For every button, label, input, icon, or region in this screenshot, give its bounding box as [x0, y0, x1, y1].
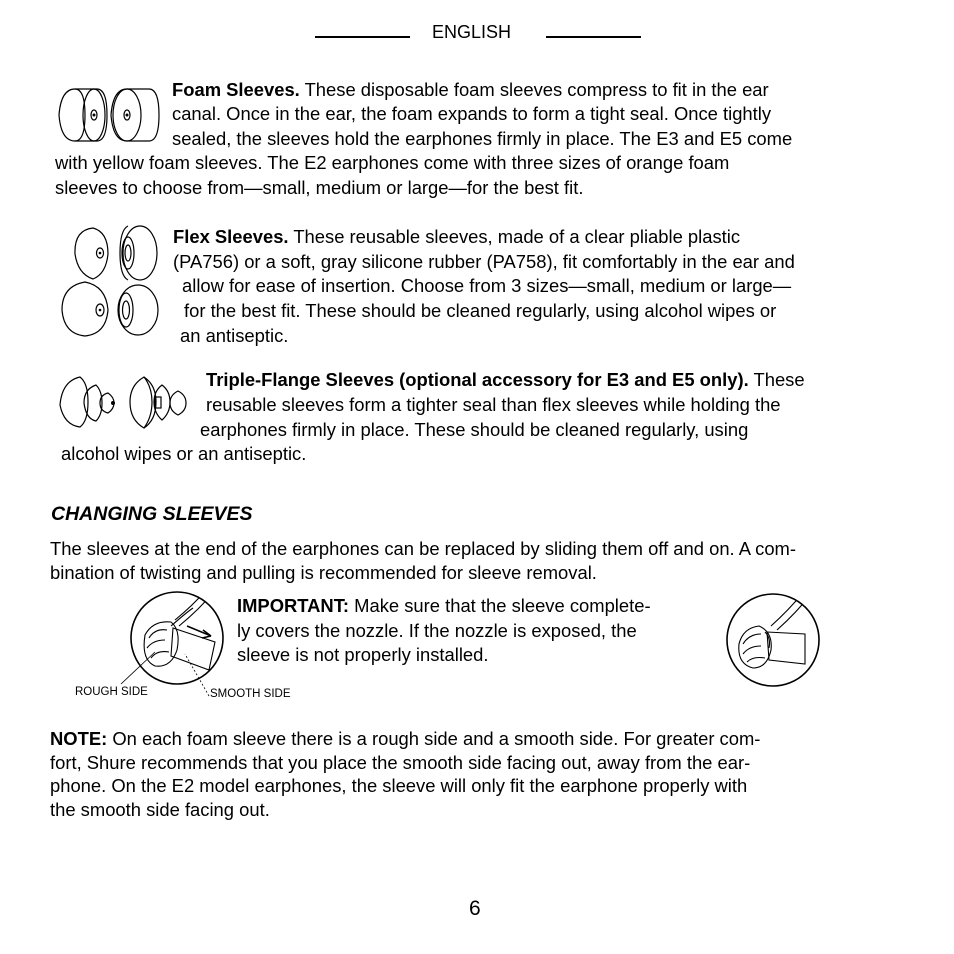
rough-side-label: ROUGH SIDE	[75, 686, 148, 698]
important-line-2: ly covers the nozzle. If the nozzle is exposed, the	[237, 620, 637, 641]
triple-line-2: reusable sleeves form a tighter seal than flex sleeves while holding the	[206, 394, 781, 415]
note-line-2: fort, Shure recommends that you place the smooth side facing out, away from the ear-	[50, 752, 751, 773]
note-line-1: NOTE: On each foam sleeve there is a rough side and a smooth side. For greater com-	[50, 728, 761, 749]
important-heading: IMPORTANT:	[237, 595, 350, 616]
changing-line-1: The sleeves at the end of the earphones can be replaced by sliding them off and on. A com-	[50, 538, 796, 559]
important-line-3: sleeve is not properly installed.	[237, 644, 489, 665]
flex-heading: Flex Sleeves.	[173, 226, 289, 247]
flex-line-4: for the best fit. These should be cleaned regularly, using alcohol wipes or	[184, 300, 777, 321]
foam-line-1: Foam Sleeves. These disposable foam sleeves compress to fit in the ear	[172, 79, 769, 100]
foam-line-3: sealed, the sleeves hold the earphones firmly in place. The E3 and E5 come	[172, 128, 793, 149]
header-rule-left	[315, 36, 410, 38]
note-heading: NOTE:	[50, 728, 108, 749]
note-line-3: phone. On the E2 model earphones, the sleeve will only fit the earphone properly with	[50, 775, 748, 796]
flex-line-3: allow for ease of insertion. Choose from 3 sizes—small, medium or large—	[182, 275, 792, 296]
flex-line-2: (PA756) or a soft, gray silicone rubber (PA758), fit comfortably in the ear and	[173, 251, 795, 272]
sleeve-installation-figure-left	[127, 590, 227, 690]
note-line-4: the smooth side facing out.	[50, 799, 270, 820]
section-title-changing-sleeves: CHANGING SLEEVES	[51, 503, 253, 525]
flex-line-1: Flex Sleeves. These reusable sleeves, made of a clear pliable plastic	[173, 226, 741, 247]
triple-line-4: alcohol wipes or an antiseptic.	[61, 443, 307, 464]
foam-line-5: sleeves to choose from—small, medium or large—for the best fit.	[55, 177, 584, 198]
important-line-1: IMPORTANT: Make sure that the sleeve complete-	[237, 595, 651, 616]
flex-sleeves-icon	[60, 222, 165, 337]
sleeve-installation-figure-right	[725, 592, 821, 688]
foam-sleeves-icon	[55, 86, 165, 144]
page-number: 6	[469, 897, 481, 920]
triple-line-3: earphones firmly in place. These should be cleaned regularly, using	[200, 419, 749, 440]
changing-line-2: bination of twisting and pulling is recommended for sleeve removal.	[50, 562, 597, 583]
triple-flange-sleeves-icon	[58, 375, 193, 430]
foam-line-2: canal. Once in the ear, the foam expands to form a tight seal. Once tightly	[172, 103, 772, 124]
foam-heading: Foam Sleeves.	[172, 79, 300, 100]
triple-line-1: Triple-Flange Sleeves (optional accessory for E3 and E5 only). These	[206, 369, 805, 390]
language-label: ENGLISH	[432, 22, 512, 42]
header-rule-right	[546, 36, 641, 38]
triple-heading: Triple-Flange Sleeves (optional accessory for E3 and E5 only).	[206, 369, 749, 390]
smooth-side-label: SMOOTH SIDE	[210, 688, 291, 700]
foam-line-4: with yellow foam sleeves. The E2 earphones come with three sizes of orange foam	[55, 152, 730, 173]
flex-line-5: an antiseptic.	[180, 325, 289, 346]
